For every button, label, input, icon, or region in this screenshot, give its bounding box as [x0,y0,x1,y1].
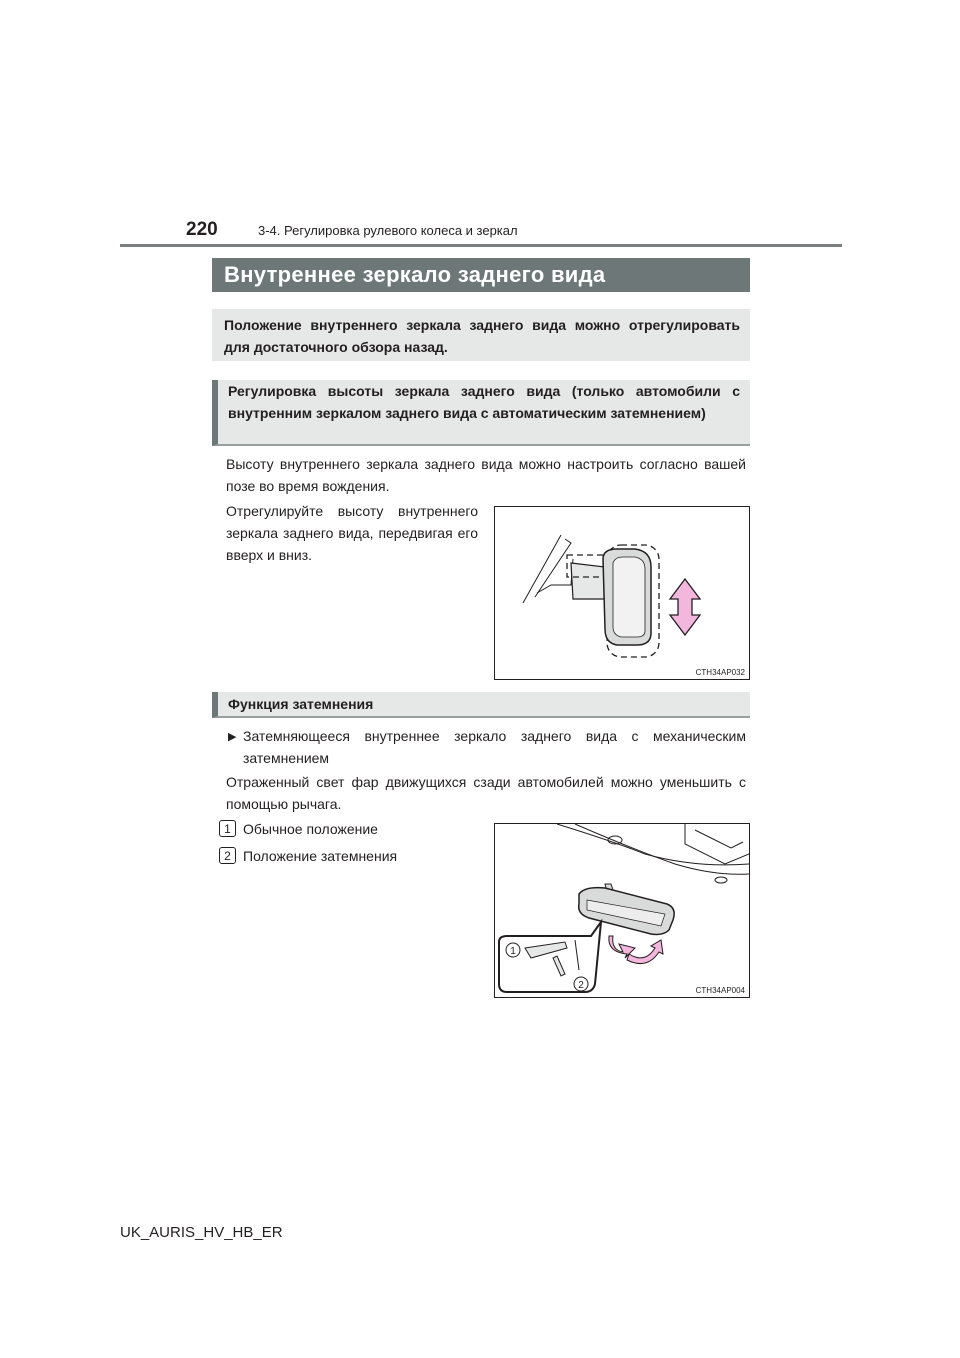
callout-label-2: 2 [578,980,584,991]
height-adjust-heading [212,380,750,446]
mirror-dimming-figure [494,823,750,998]
page-title: Внутреннее зеркало заднего вида [212,258,750,292]
mirror-height-illustration [495,507,749,679]
list-item [219,820,378,838]
intro-box [212,309,750,361]
item-label: Положение затемнения [243,848,398,864]
height-adjust-heading-text: Регулировка высоты зеркала заднего вида (только автомобили с внутренним зеркалом заднего вида с автоматическим затемнением) [228,383,740,421]
intro-text: Положение внутреннего зеркала заднего вида можно отрегулировать для достаточного обзора назад. [224,317,740,355]
figure-code: CTH34AP004 [695,986,745,995]
item-label: Обычное положение [243,821,378,837]
dimming-heading-text: Функция затемнения [228,696,374,712]
callout-label-1: 1 [510,946,516,957]
dimming-paragraph: Отраженный свет фар движущихся сзади автомобилей можно уменьшить с помощью рычага. [226,774,746,812]
dimming-heading [212,692,750,718]
dimming-bullet-text: Затемняющееся внутреннее зеркало заднего вида с механическим затемнением [243,728,746,766]
item-number-badge: 2 [219,847,236,864]
height-paragraph-1: Высоту внутреннего зеркала заднего вида можно настроить согласно вашей позе во время вождения. [226,456,746,494]
figure-code: CTH34AP032 [695,668,745,677]
list-item [219,847,398,865]
document-footer: UK_AURIS_HV_HB_ER [120,1224,283,1241]
section-heading: 3-4. Регулировка рулевого колеса и зеркал [258,223,518,238]
bullet-arrow-icon: ▶ [228,731,237,743]
page-number: 220 [186,219,218,240]
header-divider [120,244,842,247]
mirror-height-figure [494,506,750,680]
item-number-badge: 1 [219,820,236,837]
mirror-dimming-illustration [495,824,749,997]
height-paragraph-2: Отрегулируйте высоту внутреннего зеркала заднего вида, передвигая его вверх и вниз. [226,503,478,563]
